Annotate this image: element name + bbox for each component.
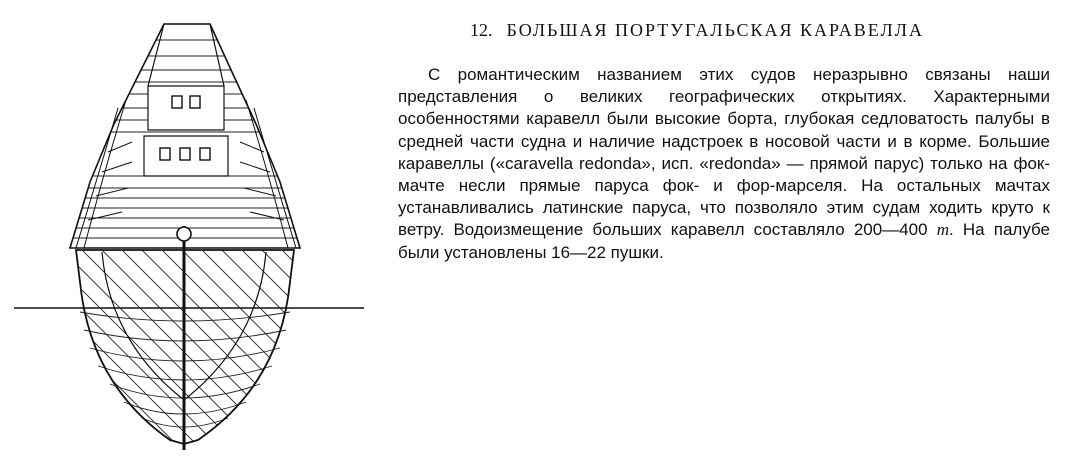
body-text-main: С романтическим названием этих судов неразрывно связаны наши представления о великих географических открытиях. Характерными особенностями каравелл были высокие борта, глубокая седловатость палубы в средней части судна и наличие надстроек в носовой части и в корме. Большие каравеллы («caravella redonda», исп. «redonda» — прямой парус) только на фок-мачте несли прямые паруса фок- и фор-марселя. На остальных мачтах устанавливались латинские паруса, что позволяло этим судам ходить круто к ветру. Водоизмещение больших каравелл составляло 200—400	[398, 65, 1050, 240]
article-number: 12.	[470, 20, 493, 40]
unit-label: т	[936, 220, 949, 240]
body-paragraph	[398, 64, 1050, 264]
body-text-tail: . На палубе были установлены 16—22 пушки.	[398, 220, 1051, 262]
article-body	[398, 64, 1050, 264]
caravel-stern-drawing	[14, 12, 364, 460]
article-title: БОЛЬШАЯ ПОРТУГАЛЬСКАЯ КАРАВЕЛЛА	[506, 20, 924, 40]
article-heading	[470, 20, 1070, 41]
